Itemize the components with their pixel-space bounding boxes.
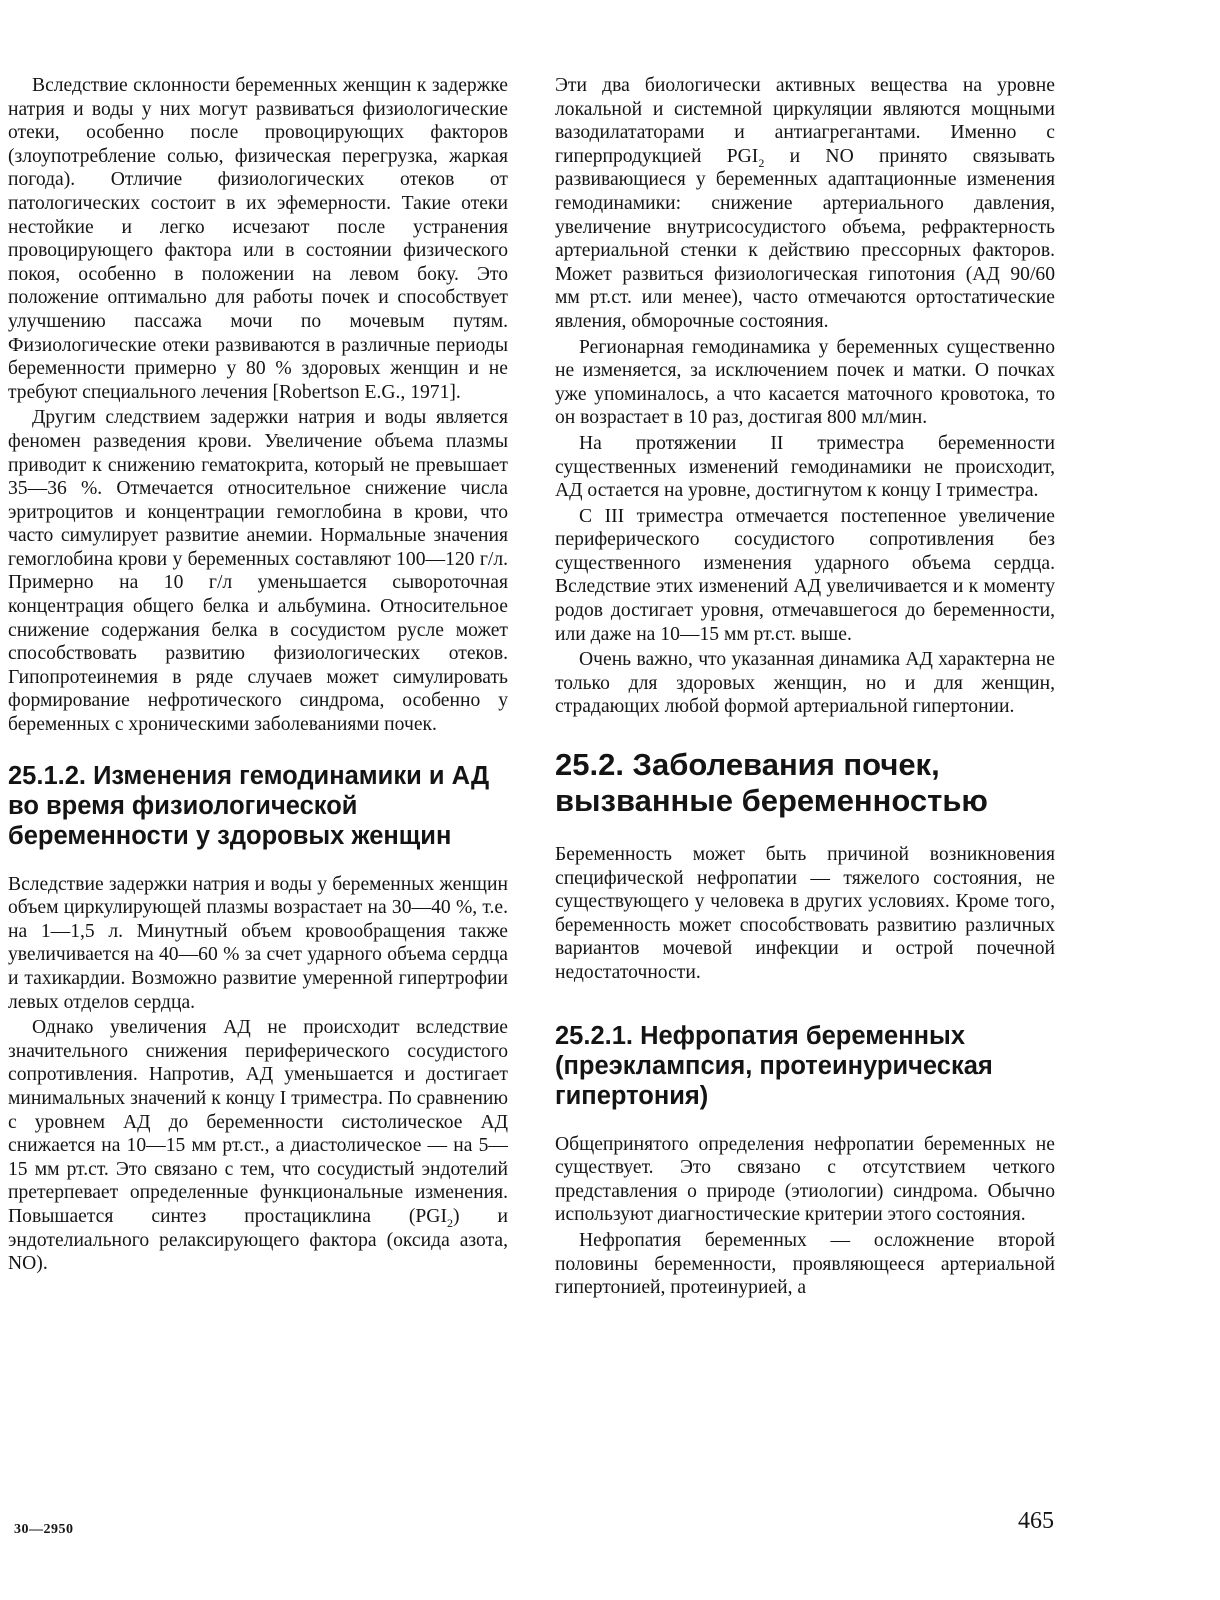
text-run: Однако увеличения АД не происходит вследствие значительного снижения периферического сосудистого сопротивления. Напротив, АД уменьшается и достигает минимальных значений к концу I триместра. По сравнению с уровнем АД до беременности систолическое АД снижается на 10—15 мм рт.ст., а диастолическое — на 5—15 мм рт.ст. Это связано с тем, что сосудистый эндотелий претерпевает определенные функциональные изменения. Повышается синтез простациклина (PGI	[8, 1017, 508, 1227]
page-number: 465	[1018, 1508, 1054, 1534]
chapter-heading: 25.2. Заболевания почек, вызванные беременностью	[555, 747, 988, 819]
printer-signature: 30—2950	[14, 1522, 74, 1537]
paragraph: Вследствие задержки натрия и воды у беременных женщин объем циркулирующей плазмы возрастает на 30—40 %, т.е. на 1—1,5 л. Минутный объем кровообращения также увеличивается на 40—60 % за счет ударного объема сердца и тахикардии. Возможно развитие умеренной гипертрофии левых отделов сердца.	[8, 873, 508, 1013]
paragraph: Очень важно, что указанная динамика АД характерна не только для здоровых женщин, но и для женщин, страдающих любой формой артериальной гипертонии.	[555, 649, 1055, 718]
paragraph: Регионарная гемодинамика у беременных существенно не изменяется, за исключением почек и матки. О почках уже упоминалось, а что касается маточного кровотока, то он возрастает в 10 раз, достигая 800 мл/мин.	[555, 336, 1055, 429]
paragraph: Беременность может быть причиной возникновения специфической нефропатии — тяжелого состояния, не существующего у человека в других условиях. Кроме того, беременность может способствовать развитию различных вариантов мочевой инфекции и острой почечной недостаточности.	[555, 844, 1055, 983]
text-run: Эти два биологически активных вещества на уровне локальной и системной циркуляции являются мощными вазодилататорами и антиагрегантами. Именно с гиперпродукцией PGI	[555, 75, 1055, 167]
text-run: и NO принято связывать развивающиеся у беременных адаптационные изменения гемодинамики: снижение артериального давления, увеличение внутрисосудистого объема, рефрактерность артериальной стенки к действию прессорных факторов. Может развиться физиологическая гипотония (АД 90/60 мм рт.ст. или менее), часто отмечаются ортостатические явления, обморочные состояния.	[555, 145, 1055, 332]
subscript: 2	[447, 1215, 453, 1230]
paragraph: Общепринятого определения нефропатии беременных не существует. Это связано с отсутствием четкого представления о природе (этиологии) синдрома. Обычно используют диагностические критерии этого состояния.	[555, 1133, 1055, 1226]
paragraph: Вследствие склонности беременных женщин к задержке натрия и воды у них могут развиваться физиологические отеки, особенно после провоцирующих факторов (злоупотребление солью, физическая перегрузка, жаркая погода). Отличие физиологических отеков от патологических состоит в их эфемерности. Такие отеки нестойкие и легко исчезают после устранения провоцирующего фактора или в состоянии физического покоя, особенно в положении на левом боку. Это положение оптимально для работы почек и способствует улучшению пассажа мочи по мочевым путям. Физиологические отеки развиваются в различные периоды беременности примерно у 80 % здоровых женщин и не требуют специального лечения [Robertson E.G., 1971].	[8, 75, 508, 403]
right-column	[555, 74, 1055, 1300]
paragraph: Нефропатия беременных — осложнение второй половины беременности, проявляющееся артериальной гипертонией, протеинурией, а	[555, 1229, 1055, 1299]
text-run: ) и эндотелиального релаксирующего фактора (оксида азота, NO).	[8, 1205, 508, 1275]
paragraph	[555, 74, 1055, 334]
subscript: 2	[758, 155, 765, 170]
paragraph	[8, 1016, 508, 1276]
paragraph: На протяжении II триместра беременности существенных изменений гемодинамики не происходит, АД остается на уровне, достигнутом к концу I триместра.	[555, 432, 1055, 502]
left-column	[8, 74, 508, 1278]
paragraph: Другим следствием задержки натрия и воды является феномен разведения крови. Увеличение объема плазмы приводит к снижению гематокрита, который не превышает 35—36 %. Отмечается относительное снижение числа эритроцитов и концентрации гемоглобина в крови, что часто симулирует развитие анемии. Нормальные значения гемоглобина крови у беременных составляют 100—120 г/л. Примерно на 10 г/л уменьшается сывороточная концентрация общего белка и альбумина. Относительное снижение содержания белка в сосудистом русле может способствовать развитию физиологических отеков. Гипопротеинемия в ряде случаев может симулировать формирование нефротического синдрома, особенно у беременных с хроническими заболеваниями почек.	[8, 407, 508, 736]
paragraph: С III триместра отмечается постепенное увеличение периферического сосудистого сопротивления без существенного изменения ударного объема сердца. Вследствие этих изменений АД увеличивается и к моменту родов достигает уровня, отмечавшегося до беременности, или даже на 10—15 мм рт.ст. выше.	[555, 505, 1055, 645]
section-heading: 25.2.1. Нефропатия беременных (преэклампсия, протеинурическая гипертония)	[555, 1021, 993, 1110]
section-heading: 25.1.2. Изменения гемодинамики и АД во время физиологической беременности у здоровых женщин	[8, 761, 490, 850]
